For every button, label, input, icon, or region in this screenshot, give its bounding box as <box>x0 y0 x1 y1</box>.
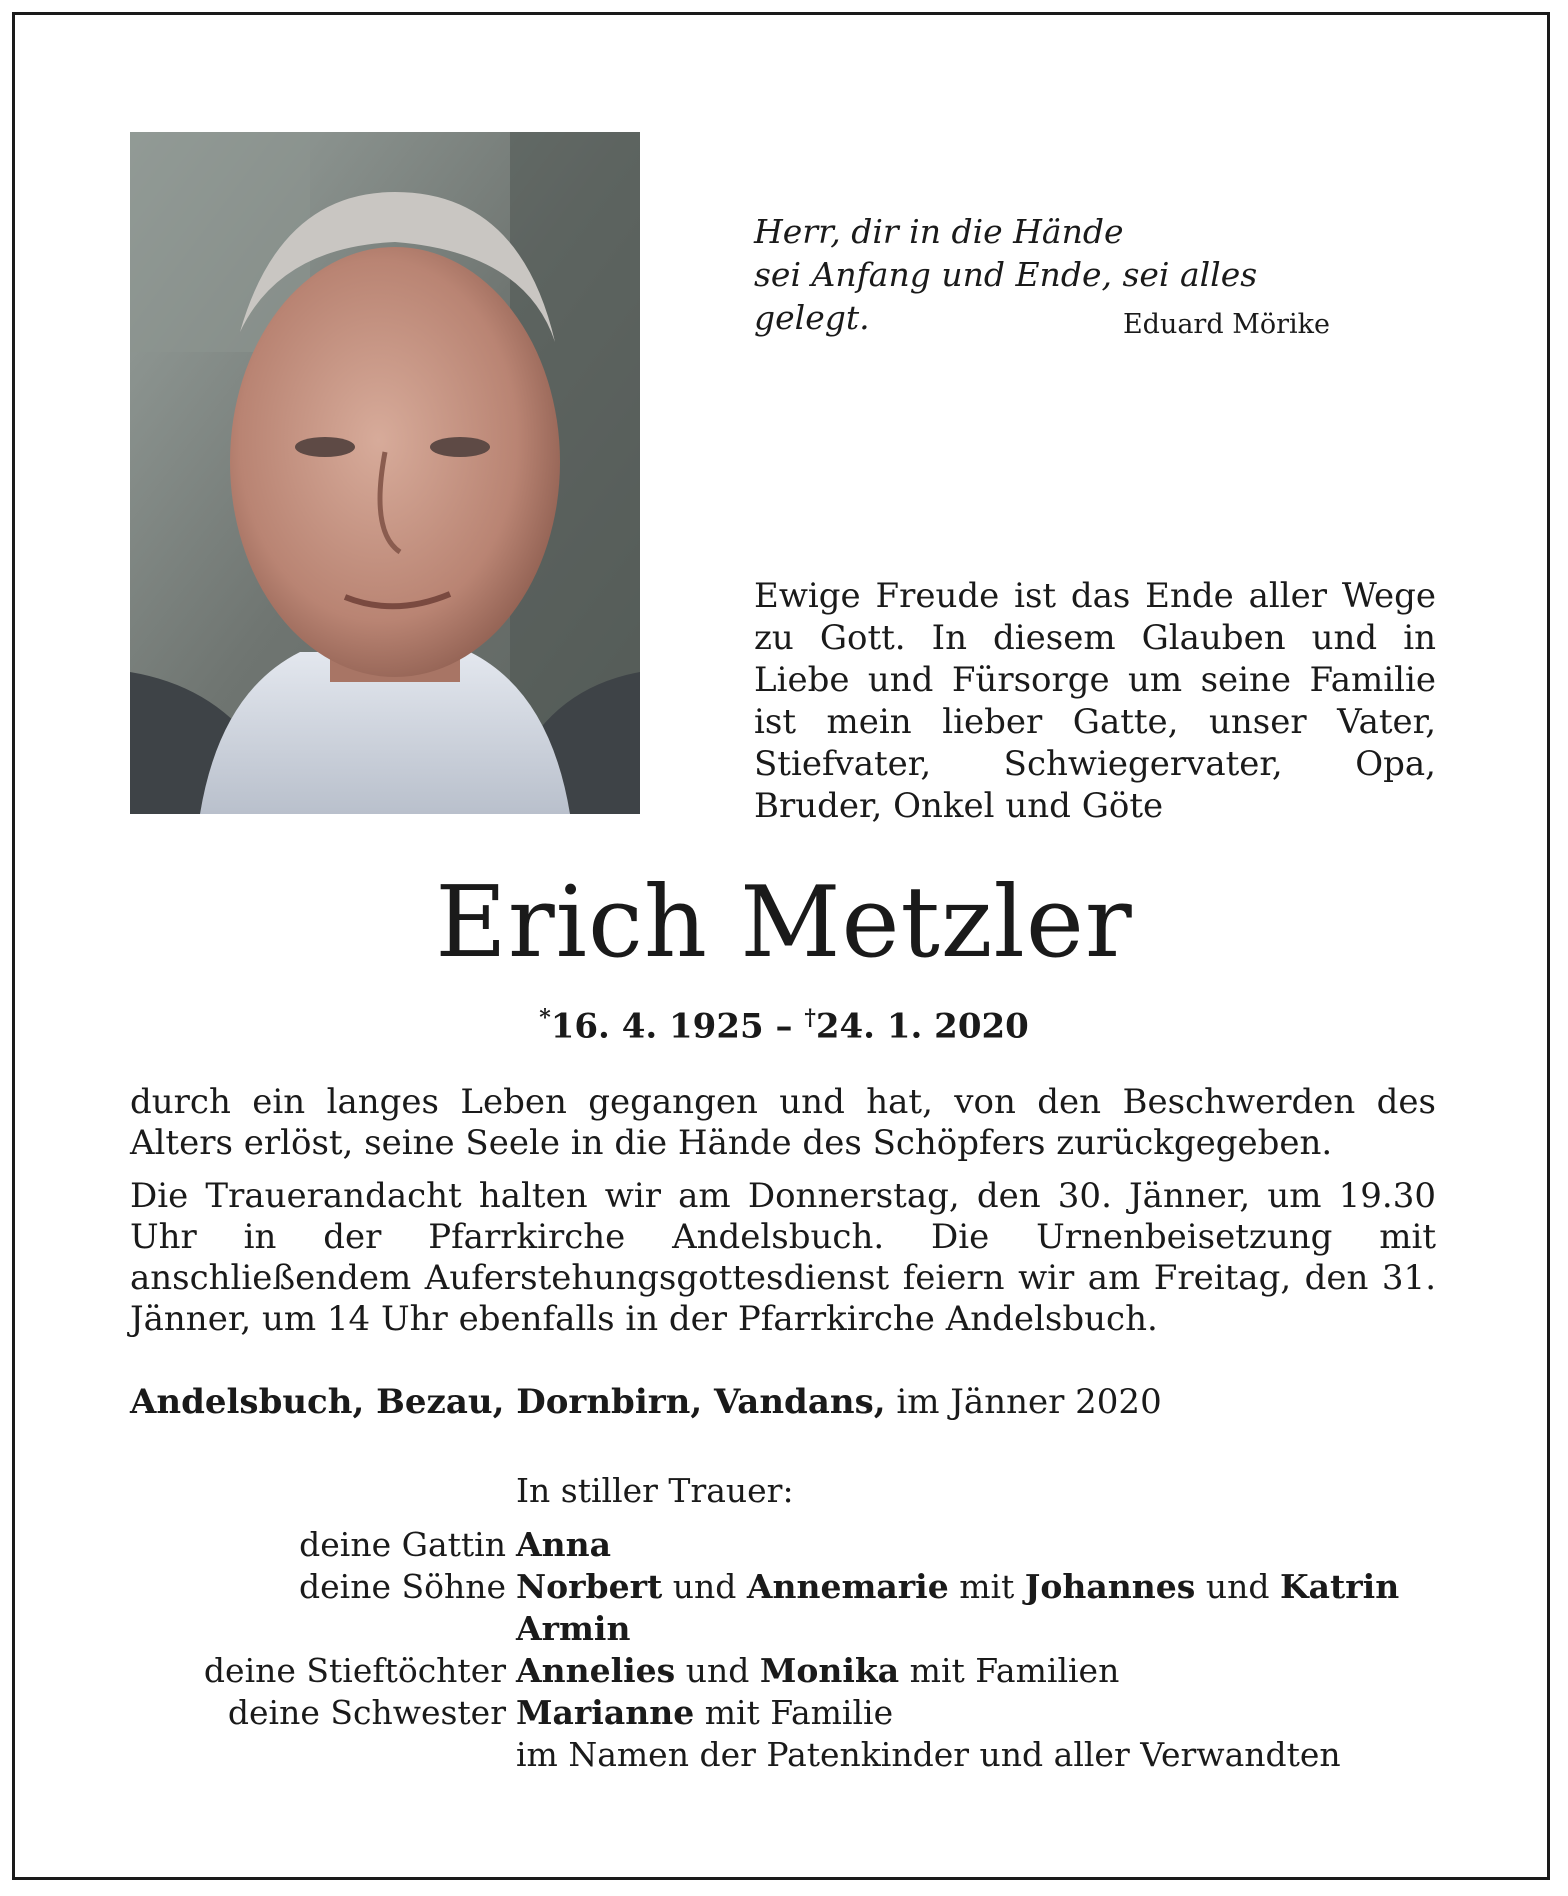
motto-author: Eduard Mörike <box>1122 309 1330 340</box>
places-names: Andelsbuch, Bezau, Dornbirn, Vandans, <box>130 1382 886 1422</box>
relation-label: deine Söhne <box>299 1567 506 1606</box>
mourner-row <box>130 1692 1450 1734</box>
connector-text: und <box>675 1651 760 1690</box>
portrait-photo <box>130 132 640 814</box>
mourner-name: Katrin <box>1279 1567 1400 1606</box>
body-paragraph-2: Die Trauerandacht halten wir am Donnerstag, den 30. Jänner, um 19.30 Uhr in der Pfarrkirche Andelsbuch. Die Urnenbeisetzung mit anschließendem Auferstehungsgottesdienst feiern wir am Freitag, den 31. Jänner, um 14 Uhr ebenfalls in der Pfarrkirche Andelsbuch. <box>130 1176 1436 1339</box>
mourner-name: Annemarie <box>746 1567 949 1606</box>
mourner-row <box>130 1650 1450 1692</box>
motto-line-2: sei Anfang und Ende, sei alles gelegt. <box>754 255 1258 337</box>
mourner-name: Anna <box>516 1525 611 1564</box>
mourner-name: Marianne <box>516 1693 695 1732</box>
connector-text: mit <box>948 1567 1025 1606</box>
life-dates <box>0 996 1568 1048</box>
relation-label: deine Stieftöchter <box>203 1651 506 1690</box>
motto-line-1: Herr, dir in die Hände <box>754 212 1124 251</box>
mourners-list <box>130 1524 1450 1776</box>
relation-label: deine Schwester <box>227 1693 506 1732</box>
mourner-name: Johannes <box>1024 1567 1196 1606</box>
places-date: im Jänner 2020 <box>885 1382 1162 1422</box>
intro-text: Ewige Freude ist das Ende aller Wege zu Gott. In diesem Glauben und in Liebe und Fürsorge um seine Familie ist mein lieber Gatte, unser Vater, Stiefvater, Schwiegervater, Opa, Bruder, Onkel und Göte <box>754 576 1436 826</box>
mourning-title: In stiller Trauer: <box>516 1471 794 1510</box>
mourner-row <box>130 1608 1450 1650</box>
date-separator: – <box>763 1006 805 1047</box>
connector-text: und <box>662 1567 747 1606</box>
mourner-row <box>130 1734 1450 1776</box>
mourner-name: Annelies <box>516 1651 676 1690</box>
connector-text: mit Familie <box>694 1693 894 1732</box>
connector-text: mit Familien <box>899 1651 1120 1690</box>
mourner-name: Norbert <box>516 1567 663 1606</box>
mourner-row <box>130 1524 1450 1566</box>
birth-date: 16. 4. 1925 <box>550 1006 764 1047</box>
closing-line: im Namen der Patenkinder und aller Verwandten <box>516 1735 1341 1774</box>
places-line <box>130 1380 1162 1424</box>
connector-text: und <box>1195 1567 1280 1606</box>
death-symbol: † <box>804 1005 816 1031</box>
relation-label: deine Gattin <box>299 1525 506 1564</box>
deceased-name: Erich Metzler <box>435 866 1133 980</box>
birth-symbol: * <box>539 1005 551 1031</box>
mourner-name: Monika <box>759 1651 900 1690</box>
mourner-name: Armin <box>516 1609 631 1648</box>
mourner-row <box>130 1566 1450 1608</box>
death-date: 24. 1. 2020 <box>815 1006 1029 1047</box>
body-paragraph-1: durch ein langes Leben gegangen und hat, von den Beschwerden des Alters erlöst, seine Seele in die Hände des Schöpfers zurückgegeben. <box>130 1082 1436 1163</box>
